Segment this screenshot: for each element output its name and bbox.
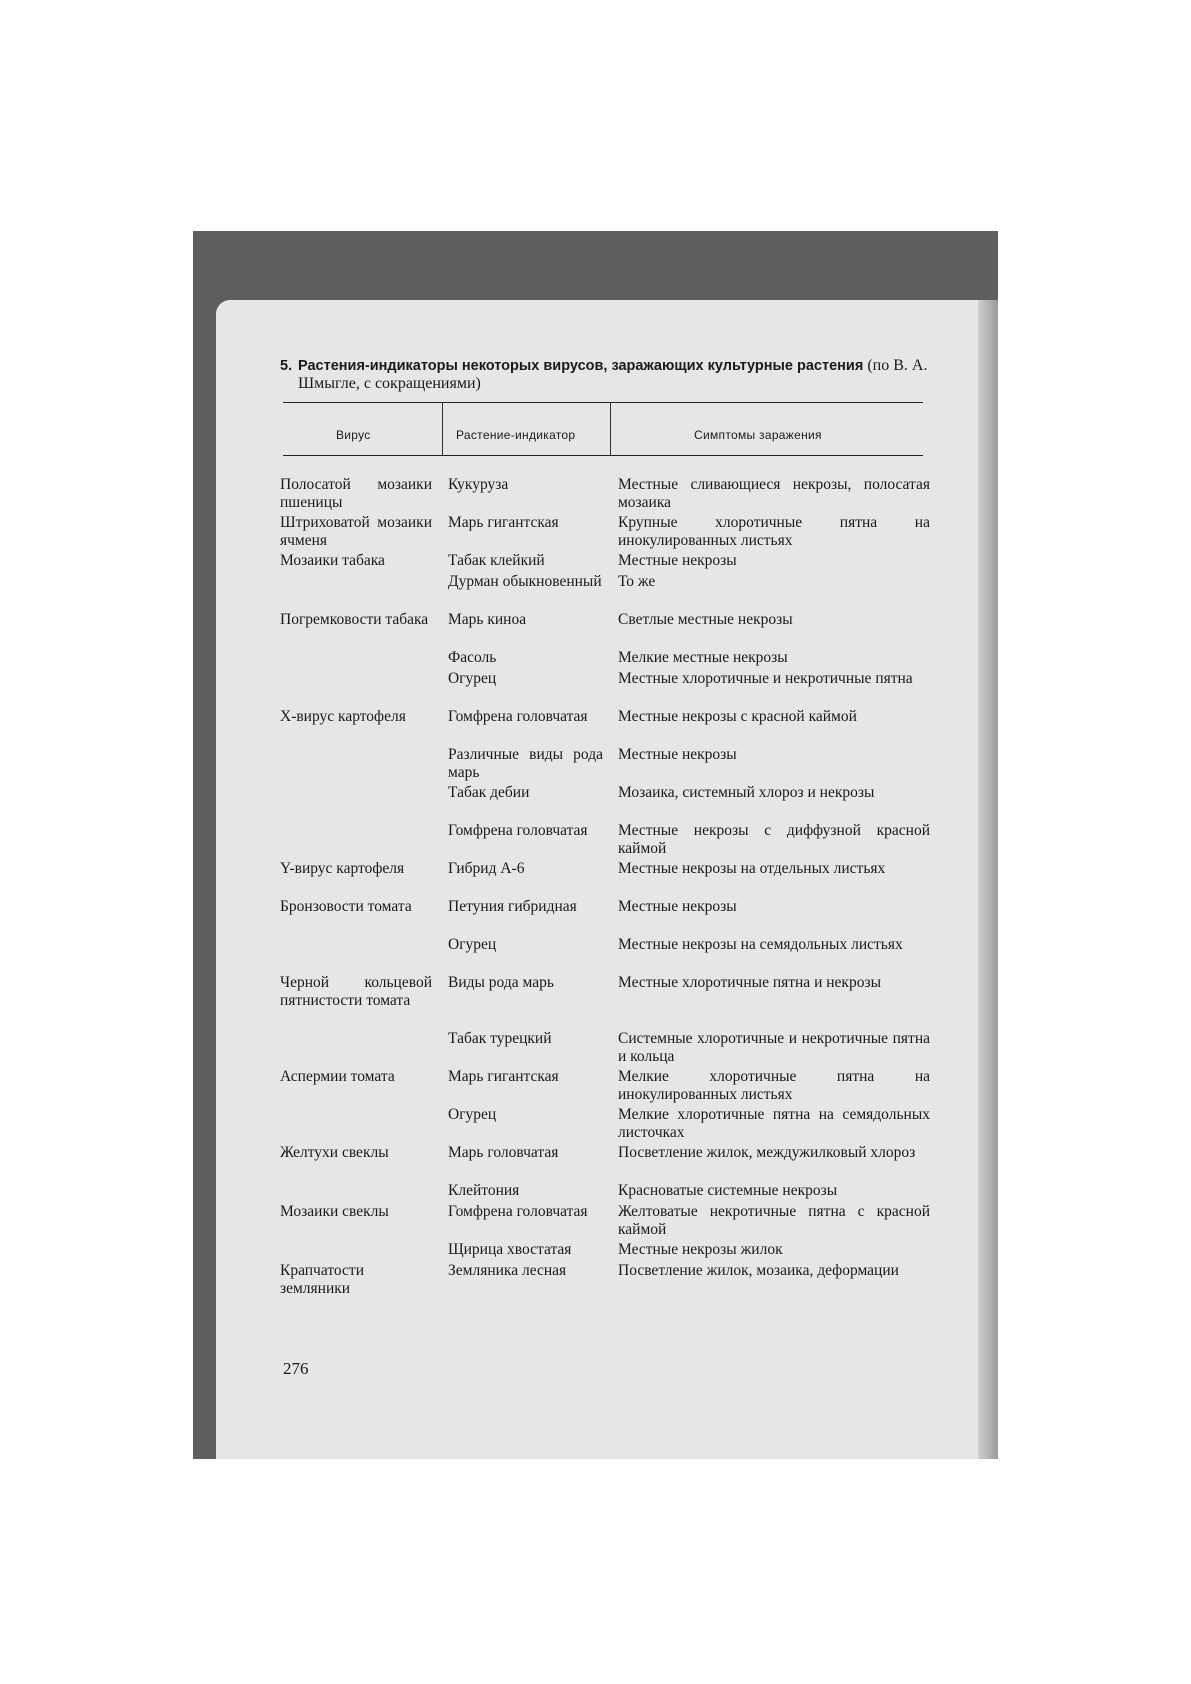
indicator-cell: Табак дебии <box>448 784 530 801</box>
symptoms-cell: Местные хлоротичные и некротичные пятна <box>618 670 913 687</box>
page-edge-shadow <box>978 300 998 1459</box>
table-title: Растения-индикаторы некоторых вирусов, заражающих культурные растения <box>298 358 864 374</box>
table-row <box>280 1030 930 1068</box>
virus-cell: Черной кольцевой пятнистости томата <box>280 974 432 1009</box>
indicator-cell: Кукуруза <box>448 476 509 493</box>
indicator-cell: Фасоль <box>448 649 497 666</box>
table-caption <box>280 357 930 393</box>
indicator-cell: Гомфрена головчатая <box>448 822 588 839</box>
table-row <box>280 611 930 649</box>
table-row <box>280 1241 930 1262</box>
indicator-cell: Дурман обыкновенный <box>448 573 602 590</box>
virus-cell: Погремковости табака <box>280 611 429 628</box>
indicator-cell: Табак турецкий <box>448 1030 552 1047</box>
table-row <box>280 552 930 573</box>
indicator-cell: Щирица хвостатая <box>448 1241 572 1258</box>
symptoms-cell: Посветление жилок, мозаика, деформации <box>618 1262 899 1279</box>
table-row <box>280 649 930 670</box>
symptoms-cell: Местные некрозы с красной каймой <box>618 708 857 725</box>
symptoms-cell: Системные хлоротичные и некротичные пятна и кольца <box>618 1030 930 1065</box>
header-divider-2 <box>610 403 611 455</box>
symptoms-cell: Красноватые системные некрозы <box>618 1182 838 1199</box>
header-indicator: Растение-индикатор <box>456 428 576 442</box>
virus-cell: Крапчатости земляники <box>280 1262 364 1297</box>
symptoms-cell: Местные некрозы на отдельных листьях <box>618 860 886 877</box>
table-row <box>280 1106 930 1144</box>
table-body <box>280 476 930 1300</box>
indicator-cell: Огурец <box>448 1106 497 1123</box>
symptoms-cell: Местные сливающиеся некрозы, полосатая мозаика <box>618 476 930 511</box>
table-row <box>280 974 930 1030</box>
table-header-rule <box>283 455 923 456</box>
indicator-cell: Петуния гибридная <box>448 898 577 915</box>
table-row <box>280 573 930 611</box>
header-virus: Вирус <box>336 428 371 442</box>
symptoms-cell: Местные некрозы жилок <box>618 1241 783 1258</box>
table-number: 5. <box>280 358 293 374</box>
virus-cell: Полосатой мозаики пшеницы <box>280 476 432 511</box>
virus-cell: Х-вирус картофеля <box>280 708 406 725</box>
table-row <box>280 708 930 746</box>
indicator-cell: Огурец <box>448 670 497 687</box>
table-row <box>280 1203 930 1241</box>
virus-cell: Желтухи свеклы <box>280 1144 389 1161</box>
indicator-cell: Клейтония <box>448 1182 520 1199</box>
table-row <box>280 822 930 860</box>
symptoms-cell: Желтоватые некротичные пятна с красной каймой <box>618 1203 930 1238</box>
indicator-cell: Виды рода марь <box>448 974 554 991</box>
table-row <box>280 476 930 514</box>
indicator-cell: Огурец <box>448 936 497 953</box>
symptoms-cell: Мелкие хлоротичные пятна на инокулированных листьях <box>618 1068 930 1103</box>
table-row <box>280 1144 930 1182</box>
page-number: 276 <box>283 1359 309 1378</box>
header-divider-1 <box>442 403 443 455</box>
indicator-cell: Гомфрена головчатая <box>448 708 588 725</box>
symptoms-cell: Местные некрозы <box>618 746 737 763</box>
table-source: (по В. А. Шмыгле, с сокращениями) <box>298 357 928 392</box>
indicator-cell: Различные виды рода марь <box>448 746 603 781</box>
table-top-rule <box>283 402 923 403</box>
symptoms-cell: Местные некрозы <box>618 898 737 915</box>
indicator-cell: Земляника лесная <box>448 1262 567 1279</box>
table-row <box>280 514 930 552</box>
table-row <box>280 746 930 784</box>
indicator-cell: Гибрид А-6 <box>448 860 525 877</box>
virus-cell: Бронзовости томата <box>280 898 412 915</box>
symptoms-cell: Местные хлоротичные пятна и некрозы <box>618 974 881 991</box>
indicator-cell: Марь головчатая <box>448 1144 559 1161</box>
table-row <box>280 1262 930 1300</box>
symptoms-cell: Местные некрозы с диффузной красной каймой <box>618 822 930 857</box>
table-row <box>280 898 930 936</box>
table-row <box>280 670 930 708</box>
virus-cell: Y-вирус картофеля <box>280 860 405 877</box>
header-symptoms: Симптомы заражения <box>694 428 822 442</box>
indicator-cell: Марь гигантская <box>448 1068 559 1085</box>
indicator-cell: Табак клейкий <box>448 552 545 569</box>
symptoms-cell: Мозаика, системный хлороз и некрозы <box>618 784 875 801</box>
symptoms-cell: Местные некрозы на семядольных листьях <box>618 936 903 953</box>
table-row <box>280 936 930 974</box>
table-row <box>280 1182 930 1203</box>
virus-cell: Мозаики табака <box>280 552 385 569</box>
symptoms-cell: То же <box>618 573 656 590</box>
symptoms-cell: Местные некрозы <box>618 552 737 569</box>
virus-cell: Аспермии томата <box>280 1068 395 1085</box>
table-row <box>280 784 930 822</box>
virus-cell: Штриховатой мозаики ячменя <box>280 514 432 549</box>
indicator-cell: Марь гигантская <box>448 514 559 531</box>
symptoms-cell: Мелкие местные некрозы <box>618 649 788 666</box>
symptoms-cell: Мелкие хлоротичные пятна на семядольных листочках <box>618 1106 930 1141</box>
table-row <box>280 1068 930 1106</box>
virus-cell: Мозаики свеклы <box>280 1203 389 1220</box>
symptoms-cell: Светлые местные некрозы <box>618 611 793 628</box>
symptoms-cell: Посветление жилок, междужилковый хлороз <box>618 1144 916 1161</box>
indicator-cell: Марь киноа <box>448 611 527 628</box>
symptoms-cell: Крупные хлоротичные пятна на инокулированных листьях <box>618 514 930 549</box>
table-row <box>280 860 930 898</box>
indicator-cell: Гомфрена головчатая <box>448 1203 588 1220</box>
